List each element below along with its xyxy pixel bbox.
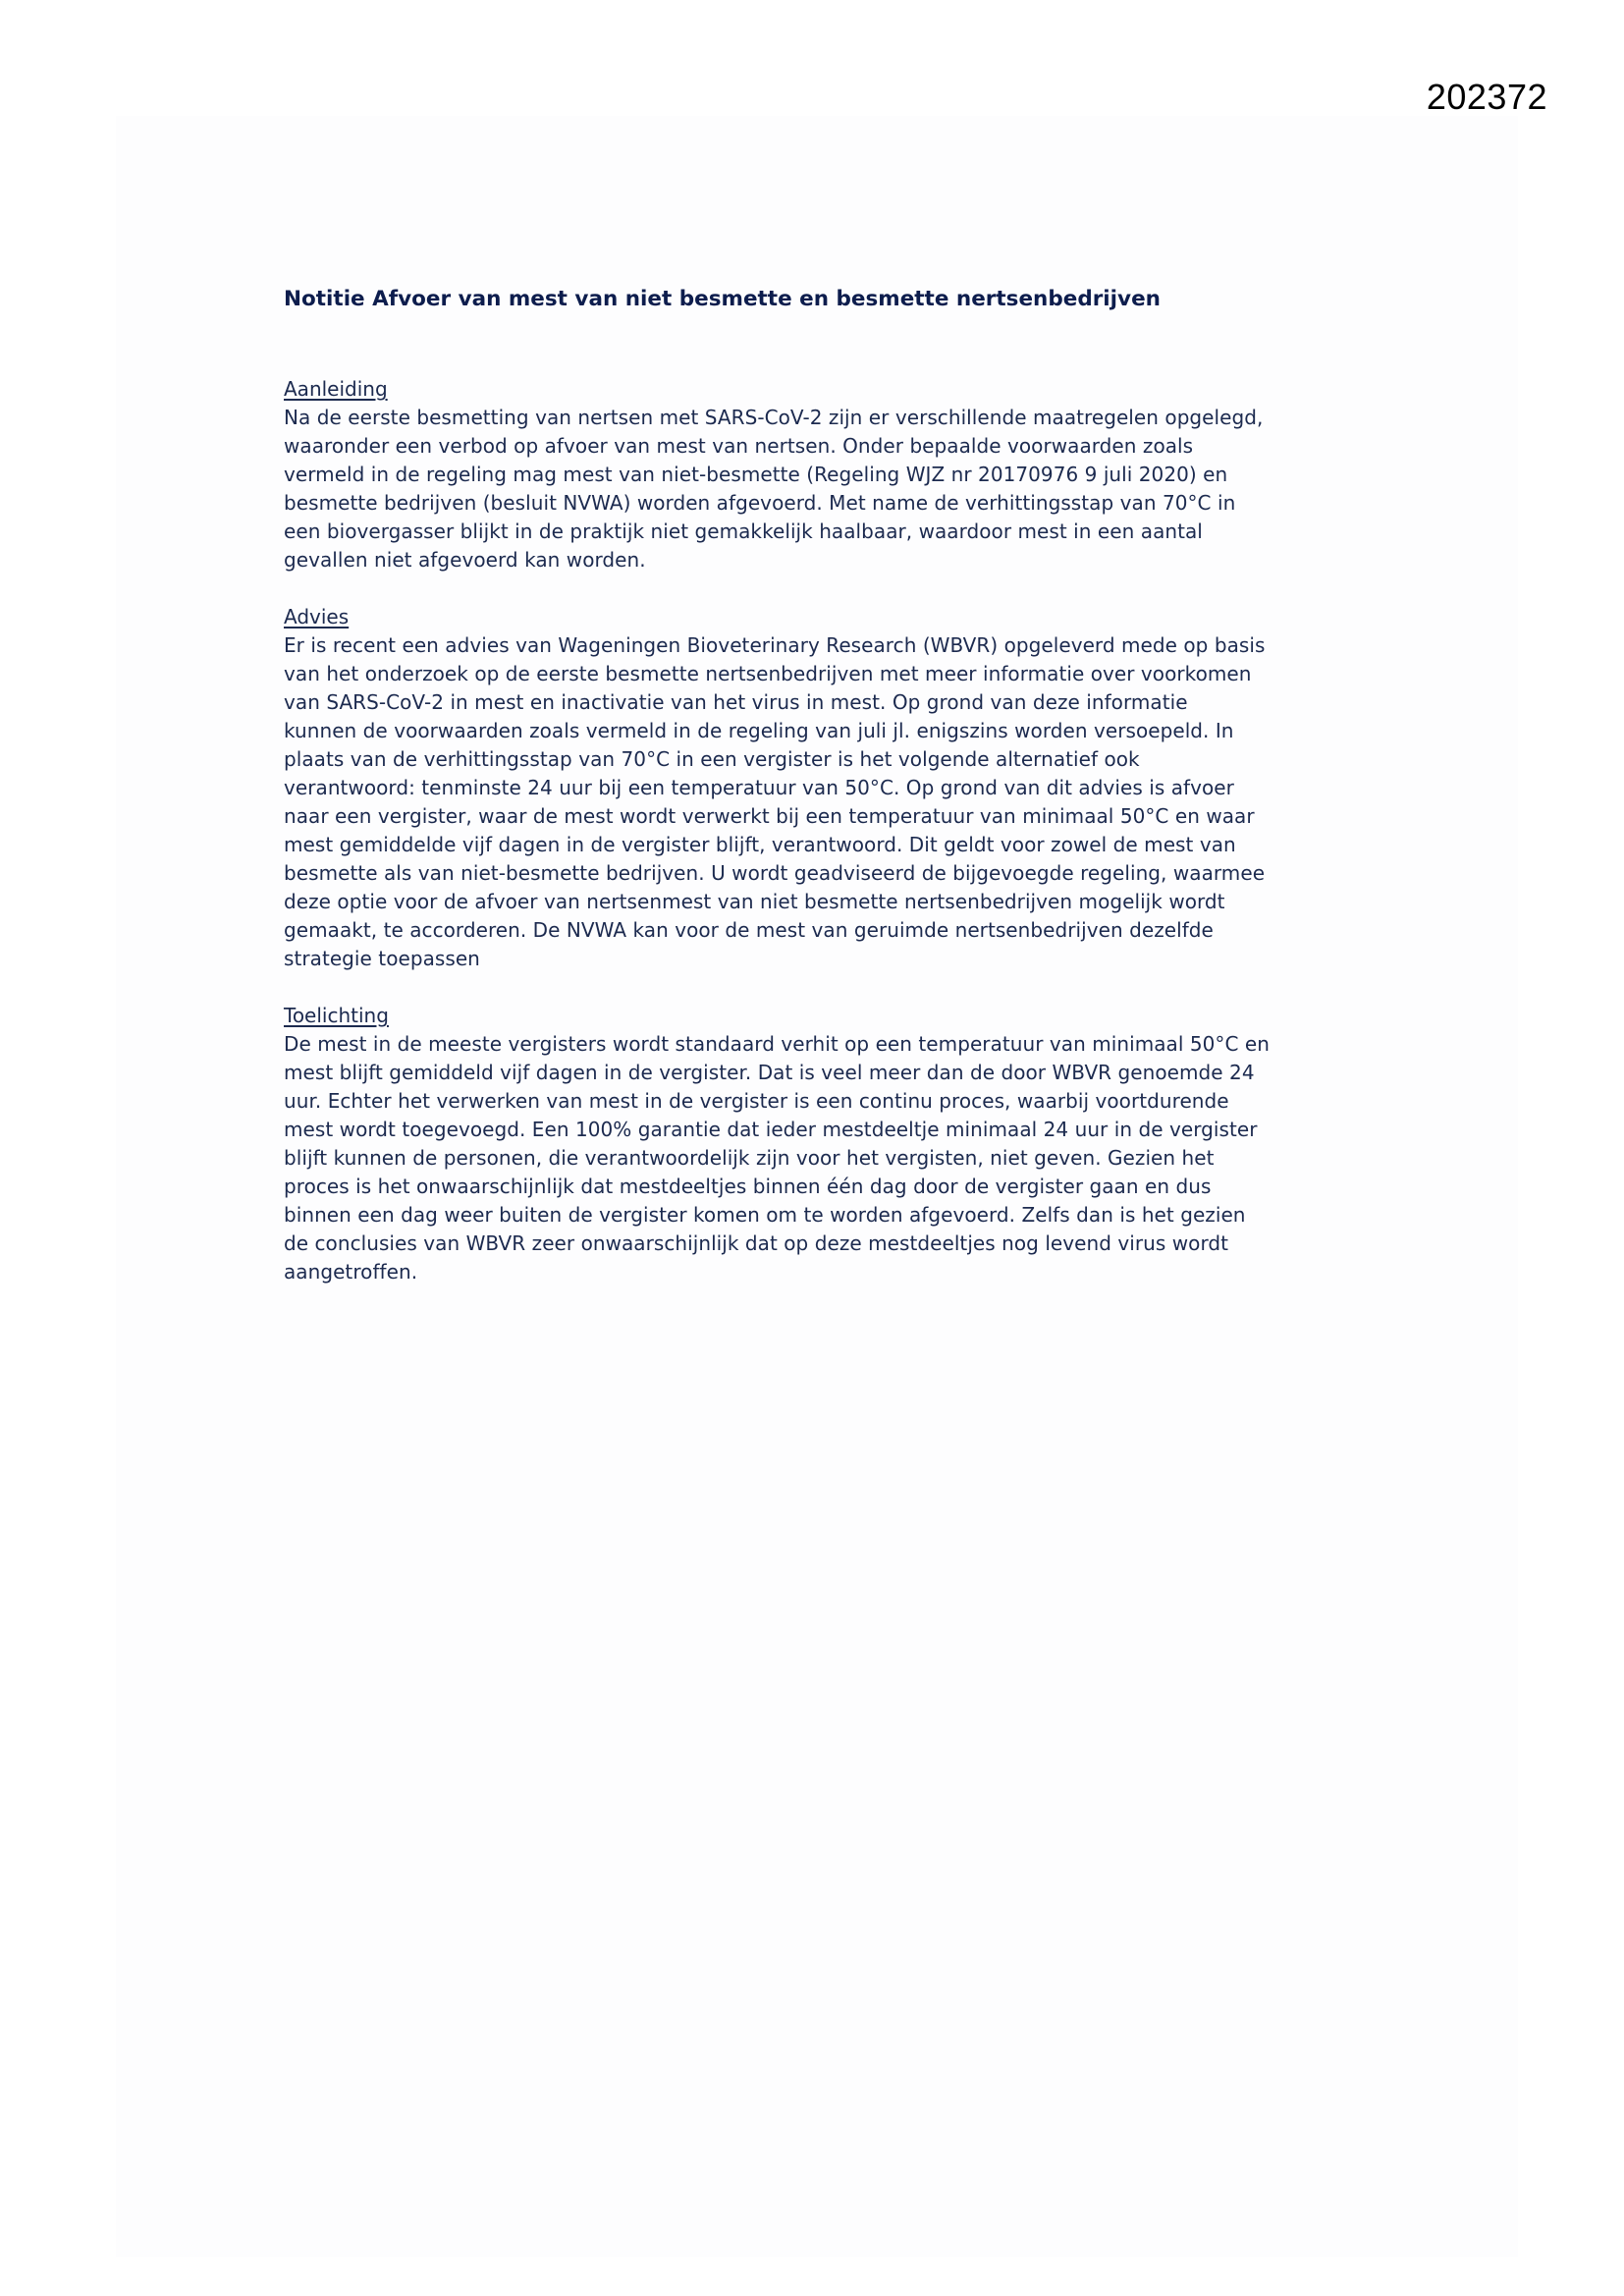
section-heading: Aanleiding xyxy=(284,377,388,401)
section-advies xyxy=(284,603,1364,973)
section-aanleiding xyxy=(284,375,1364,574)
document-number: 202372 xyxy=(1426,77,1547,117)
document-title: Notitie Afvoer van mest van niet besmette en besmette nertsenbedrijven xyxy=(284,287,1161,311)
document-content xyxy=(284,281,1364,1315)
section-body: Er is recent een advies van Wageningen Bioveterinary Research (WBVR) opgeleverd mede op basis van het onderzoek op de eerste besmette nertsenbedrijven met meer informatie over voorkomen van SARS-CoV-2 in mest en inactivatie van het virus in mest. Op grond van deze informatie kunnen de voorwaarden zoals vermeld in de regeling van juli jl. enigszins worden versoepeld. In plaats van de verhittingsstap van 70°C in een vergister is het volgende alternatief ook verantwoord: tenminste 24 uur bij een temperatuur van 50°C. Op grond van dit advies is afvoer naar een vergister, waar de mest wordt verwerkt bij een temperatuur van minimaal 50°C en waar mest gemiddelde vijf dagen in de vergister blijft, verantwoord. Dit geldt voor zowel de mest van besmette als van niet-besmette bedrijven. U wordt geadviseerd de bijgevoegde regeling, waarmee deze optie voor de afvoer van nertsenmest van niet besmette nertsenbedrijven mogelijk wordt gemaakt, te accorderen. De NVWA kan voor de mest van geruimde nertsenbedrijven dezelfde strategie toepassen xyxy=(284,633,1266,970)
section-heading: Advies xyxy=(284,605,350,629)
section-toelichting xyxy=(284,1002,1364,1286)
section-heading: Toelichting xyxy=(284,1004,389,1027)
section-body: Na de eerste besmetting van nertsen met SARS-CoV-2 zijn er verschillende maatregelen opgelegd, waaronder een verbod op afvoer van mest van nertsen. Onder bepaalde voorwaarden zoals vermeld in de regeling mag mest van niet-besmette (Regeling WJZ nr 20170976 9 juli 2020) en besmette bedrijven (besluit NVWA) worden afgevoerd. Met name de verhittingsstap van 70°C in een biovergasser blijkt in de praktijk niet gemakkelijk haalbaar, waardoor mest in een aantal gevallen niet afgevoerd kan worden. xyxy=(284,406,1264,572)
section-body: De mest in de meeste vergisters wordt standaard verhit op een temperatuur van minimaal 50°C en mest blijft gemiddeld vijf dagen in de vergister. Dat is veel meer dan de door WBVR genoemde 24 uur. Echter het verwerken van mest in de vergister is een continu proces, waarbij voortdurende mest wordt toegevoegd. Een 100% garantie dat ieder mestdeeltje minimaal 24 uur in de vergister blijft kunnen de personen, die verantwoordelijk zijn voor het vergisten, niet geven. Gezien het proces is het onwaarschijnlijk dat mestdeeltjes binnen één dag door de vergister gaan en dus binnen een dag weer buiten de vergister komen om te worden afgevoerd. Zelfs dan is het gezien de conclusies van WBVR zeer onwaarschijnlijk dat op deze mestdeeltjes nog levend virus wordt aangetroffen. xyxy=(284,1032,1270,1284)
